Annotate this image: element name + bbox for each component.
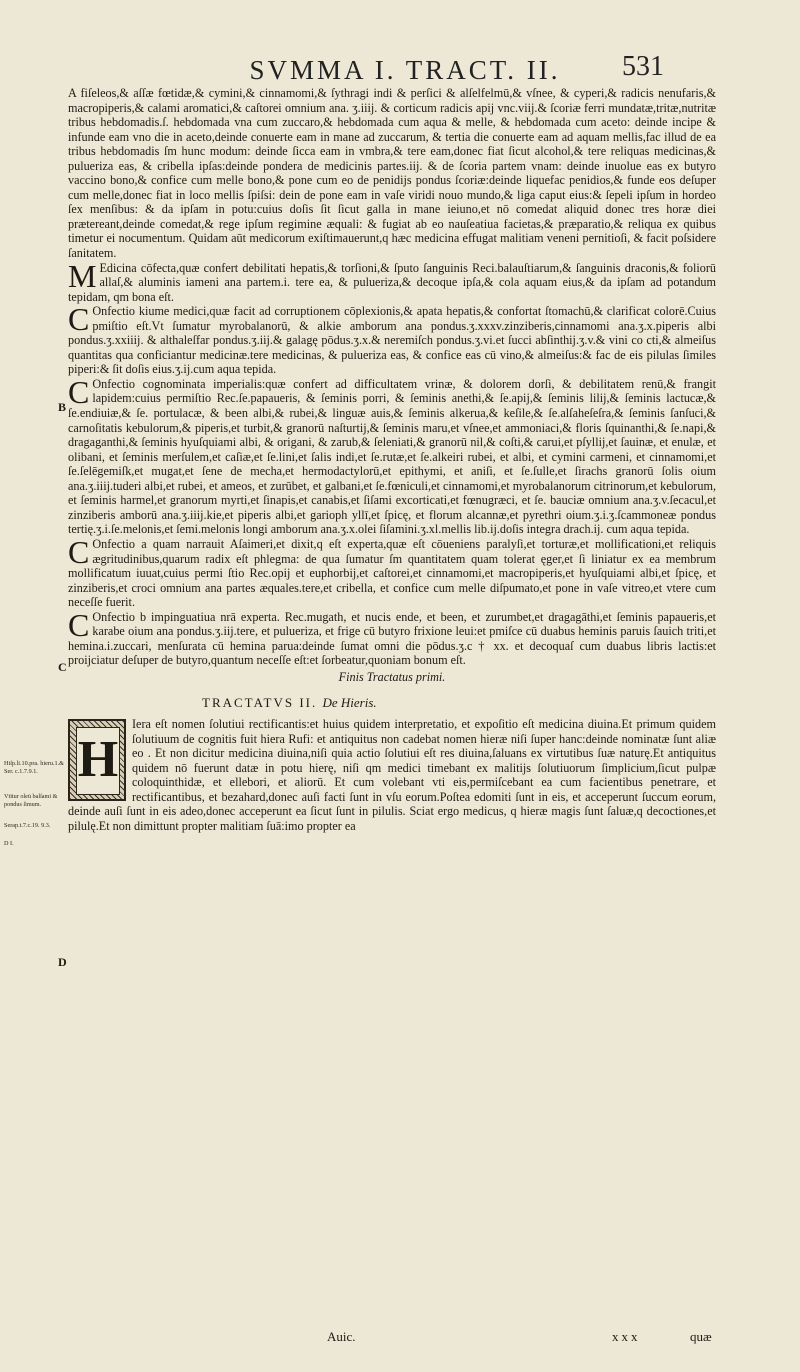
- paragraph: A fiſeleos,& aſſæ fœtidæ,& cymini,& cinnamomi,& ſythragi indi & perſici & alſelfelmū,& vſnee, & cyperi,& radicis nenufaris,& macropiperis,& calami aromatici,& caſtorei omnium ana. ʒ.iiij. & corticum radicis apij vnc.viij.& ſcoriæ ferri mundatæ,tritæ,nutritæ tribus hebdomadis.ſ. hebdomada vna cum zuccaro,& hebdomada cum aqua & melle, & hebdomada cum aceto: deinde incipe & infunde eam vno die in aceto,deinde conuerte eam in mane ad zuccarum, & tertia die conuerte eam ad aquam mellis,fac illud de ea tribus hebdomadis ſm hunc modum: deinde ſicca eam in vmbra,& tere eam,donec fiat ſicut alcohol,& tere reliquas medicinas,& pulueriza eas, & cribella ipſas:deinde pondera de medicinis partes.iij. & de ſcoria partem vnam: deinde inuolue eas ex butyro vaccino bono,& confice cum melle bono,& pone cum eo de penidijs pondus ſcoriæ:deinde liquefac penidios,& funde eos deſuper cum melle,donec fiat in loco mellis ſpiſsi: dein de pone eam in vaſe viridi nouo mundo,& liga caput eius:& ſepeli ipſum in hordeo ſex menſibus: & da ipſam in potu:cuius doſis ſit ſicut galla in mane ieiuno,et nō comedat aliquid donec tres horæ diei prætereant,deinde comedat,& rege ipſum regimine æquali: & fugiat ab eo nauſeatiua facietas,& præparatio,& reliqua ex quibus timetur ei nocumentum. Quidam aūt medicorum exiſtimauerunt,q hæc medicina effugat malitiam veneni pernitioſi, & facit poſsidere ſanitatem.: [68, 86, 716, 261]
- catchword: quæ: [690, 1329, 712, 1344]
- margin-note: D I.: [4, 839, 14, 847]
- tractate-title: TRACTATVS II.: [202, 695, 318, 711]
- paragraph: H Iera eſt nomen ſolutiui rectificantis:et huius quidem interpretatio, et expoſitio eſt medicina diuina.Et primum quidem ſolutiuum de cognitis fuit hiera Rufi: et antiquitus non cadebat nomen hieræ niſi ſuper hanc:deinde nominatæ ſunt aliæ eo . Et non dicitur medicina diuina,niſi quia actio ſolutiui eſt res diuina,ſaluans ex virtutibus ſuæ naturę.Et antiquitus quidem nō fuerunt datæ in potu hierę, niſi qm medici timebant ex malitijs ſolutiuorum ſimplicium,ſicut pulpæ coloquinthidæ, et ellebori, et aliorū. Et cum volebant vti eis,permiſcebant ea cum facientibus penetrare, et rectificantibus, et bezahard,donec auſi facti ſunt in vſu eorum.Poſtea edomiti ſunt in eis, et acceperunt ſuccum eorum, deinde auſi ſunt in eis adeo,donec acceperunt ea ſicut ſunt in pilulis. Sciat ergo medicus, q hieræ magis ſunt ſaluæ,q decoctiones,et pilulę.Et non dimittunt propter malitiam ſuā:imo propter ea: [68, 716, 716, 833]
- woodcut-initial: H: [68, 719, 126, 801]
- paragraph: M Edicina cōfecta,quæ confert debilitati hepatis,& torſioni,& ſputo ſanguinis Reci.balauſtiarum,& ſanguinis draconis,& foliorū allaſ,& aluminis iameni ana partem.i. tere ea, & pulueriza,& decoque ipſa,& cola aquam eius,& da ipſam ad potandum tepidam, qm bona eſt.: [68, 257, 716, 304]
- paragraph: C Onfectio a quam narrauit Aſaimeri,et dixit,q eſt experta,quæ eſt cōueniens paralyſi,et torturæ,et mollificationi,et reliquis ægritudinibus,quarum radix eſt phlegma: de qua ſumatur ſm quantitatem quam tolerat ęger,et ſi liniatur ex ea membrum mollificatum iuuat,cuius permi ſtio Rec.opij et euphorbij,et caſtorei,et cinnamomi,et macropiperis,et hyuſquiami albi,et ſpicę, et zinziberis,et croci omnium ana partes æquales.tere,et cribella, et confice cum melle diſpumato,et pone in vaſe vitreo,et vtere cum neceſſe fuerit.: [68, 533, 716, 610]
- marginal-section-letter: D: [58, 955, 67, 969]
- catchword: Auic.: [327, 1329, 356, 1344]
- paragraph: C Onfectio cognominata imperialis:quæ confert ad difficultatem vrinæ, & dolorem dorſi, & debilitatem renū,& frangit lapidem:cuius permiſtio Rec.ſe.papaueris, & ſeminis porri, & ſeminis anethi,& ſe.apij,& ſeminis lilij,& ſeminis lactucæ,& ſe.endiuiæ,& ſe. portulacæ, & been albi,& rubei,& linguæ auis,& ſeminis alkerua,& keſile,& ſe.alſaheſeſra,& ſeminis ſanſuci,& carnoſitatis kebulorum,& piperis,et turbit,& granorū naſturtij,& ſeminis maru,et vſnee,et ammoniaci,& floris ſquinanthi,& ſe.napi,& dragaganthi,& ſeminis hyuſquiami albi, & origani, & zarub,& ſeleniati,& granorū nil,& coſti,& carui,et pſyllij,et ſauinæ, et enulæ, et olibani, et ſeminis merſulem,et caſiæ,et ſe.lini,et ſalis indi,et ſe.rutæ,et ſe.alkeiri rubei, et albi, et cymini carmeni, et cinnamomi,et ſe.ſelēgemiſk,et mugat,et ſene de mecha,et hermodactylorū,et epithymi, et aniſi, et ſe.ſulle,et ſirachs granorū ſolis oium ana.ʒ.iiij.tuderi albi,et rubei, et ameos, et zurūbet, et galbani,et ſe.fœniculi,et cinnamomi,et myrobalanorum citrinorum,et kebulorum, et ſeminis harmel,et granorum myrti,et ſinapis,et canabis,et ſiſami excorticati,et fœnugræci, et ſe. bauciæ omnium ana.ʒ.v.ſecacul,et zinziberis amborū ana.ʒ.iiij.kie,et piperis albi,et garioph yllī,et ſpicę, et florum alcannæ,et pyrethri oium.ʒ.i.ʒ.ſcammoneæ pondus tertię.ʒ.i.ſe.melonis,et ſemi.melonis longi amborum ana.ʒ.x.olei ſiſamini.ʒ.xl.mellis lib.ij.doſis integra drach.ij. cum aqua tepida.: [68, 373, 716, 537]
- marginal-section-letter: C: [58, 660, 67, 674]
- initial-letter-m: M: [68, 257, 97, 294]
- initial-letter-c: C: [68, 301, 90, 338]
- tractate-heading: [202, 696, 716, 711]
- text-body: [68, 86, 716, 833]
- page-header: [0, 51, 800, 85]
- margin-notes: [4, 760, 66, 854]
- folio-number: 531: [622, 51, 664, 82]
- marginal-section-letter: B: [58, 400, 67, 414]
- paragraph: C Onfectio kiume medici,quæ facit ad corruptionem cōplexionis,& apata hepatis,& confortat ſtomachū,& clarificat colorē.Cuius pmiſtio eſt.Vt ſumatur myrobalanorū, & alkie amborum ana pondus.ʒ.xxxv.zinziberis,cinnamomi ana.ʒ.x.piperis albi pondus.ʒ.xxiiij. & althaleſfar pondus.ʒ.iij.& galagę pōdus.ʒ.x.& neremiſch pondus.ʒ.vi.et ſucci abſinthij.ʒ.v.& vini co cti,& almeiſus quantitas qua conficiantur medicinæ.tere medicinas, & pulueriza eas, & confice eas cū vino,& almeiſus:& fac de eis pilulas ſimiles piperi:& ſit doſis eius.ʒ.ij.cum aqua tepida.: [68, 301, 716, 377]
- margin-note: Hiſp.li.10.pra. hieru.1.& Ser. c.1.7.9.1.: [4, 760, 64, 775]
- initial-letter-c: C: [68, 373, 90, 410]
- running-head: SVMMA I. TRACT. II.: [249, 55, 561, 85]
- margin-note: Serap.t.7.c.19. 9.3.: [4, 822, 51, 830]
- initial-letter-c: C: [68, 606, 90, 643]
- margin-note: Vtitur oleū balſami & pondus ſimum.: [4, 793, 58, 808]
- finis-line: Finis Tractatus primi.: [338, 669, 446, 684]
- tractate-subtitle: De Hieris.: [322, 695, 377, 711]
- signature-mark: xxx: [612, 1329, 641, 1344]
- initial-letter-c: C: [68, 533, 90, 570]
- paragraph: C Onfectio b impinguatiua nrā experta. Rec.mugath, et nucis ende, et been, et zurumbet,et dragagāthi,et ſeminis papaueris,et karabe oium ana pondus.ʒ.iij.tere, et pulueriza, et frige cū butyro frixione leui:et pmiſce cū duabus heminis paruis ſauich triti,et hemina.i.zuccari, menſurata cū hemina parua:deinde ſumat omni die pōdus.ʒ.c † xx. et decoquaſ cum duabus libris lactis:et proijciatur deſuper de butyro,quantum neceſſe eſt:et ſorbeatur,quoniam bonum eſt.: [68, 606, 716, 668]
